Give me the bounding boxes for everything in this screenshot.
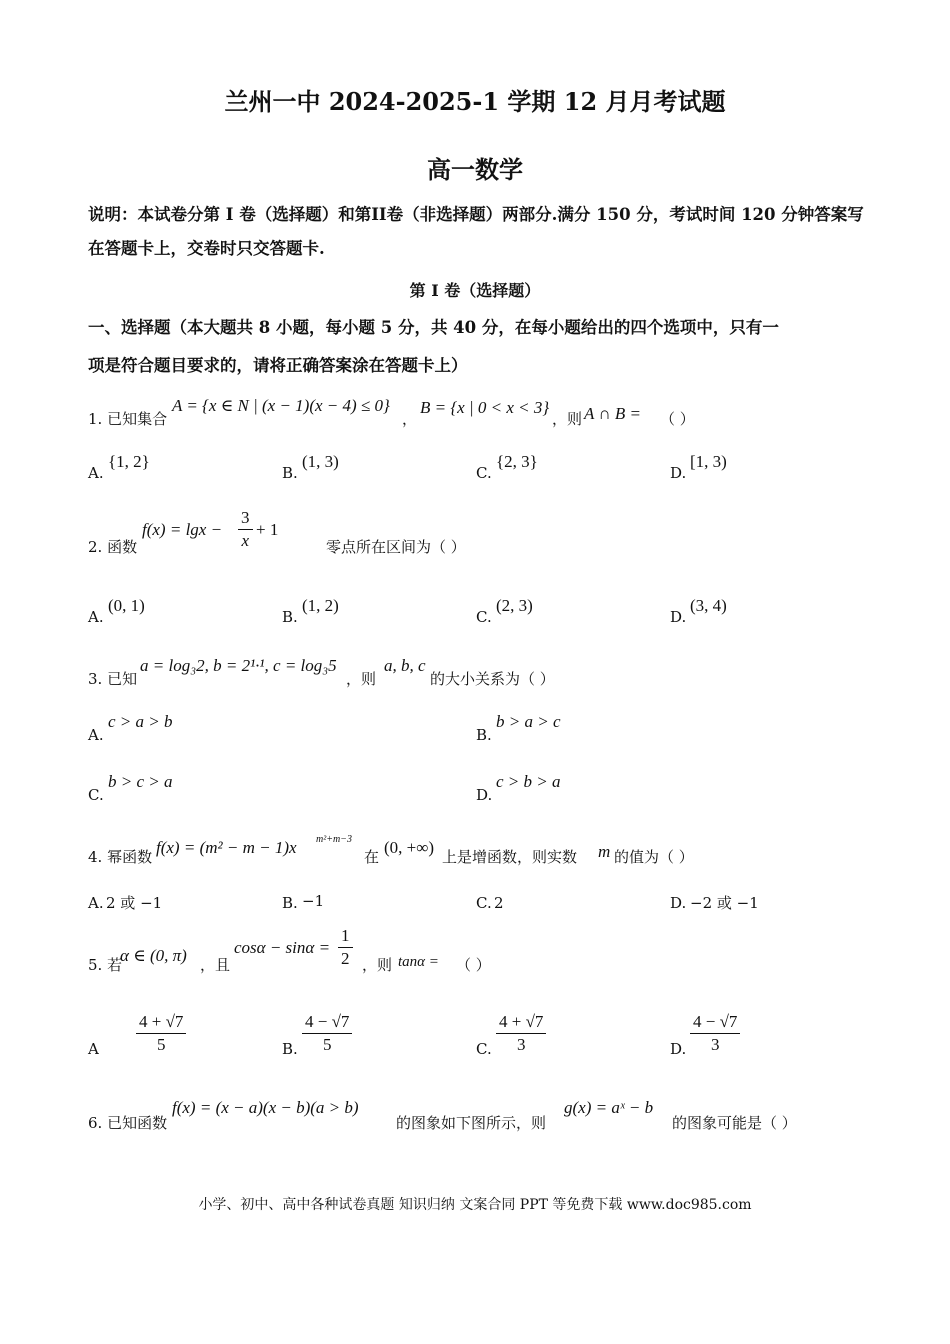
question-3-stem: 的大小关系为（ ） <box>430 670 555 688</box>
question-1-option-a-label: A. <box>88 464 104 482</box>
question-4-option-a-label: A. <box>88 894 104 912</box>
question-5-blank: （ ） <box>456 956 491 974</box>
question-4-option-b: −1 <box>302 892 325 910</box>
question-4-interval: (0, +∞) <box>384 838 435 857</box>
question-1-intersection: A ∩ B = <box>584 404 641 423</box>
question-5-option-b <box>302 1012 352 1055</box>
question-4-stem-end: 的值为（ ） <box>614 848 694 866</box>
question-3-option-a-label: A. <box>88 726 104 744</box>
question-2-option-c-label: C. <box>476 608 492 626</box>
question-5-fraction <box>338 926 353 969</box>
question-3-option-b-label: B. <box>476 726 492 744</box>
question-2-function: f(x) = lgx − <box>142 520 223 539</box>
question-3-option-a: c > a > b <box>108 712 173 731</box>
question-4-option-a: 2 或 −1 <box>106 894 163 912</box>
question-5-fraction-numerator: 1 <box>338 926 353 948</box>
question-3-then: ，则 <box>346 670 377 688</box>
question-4-option-d-label: D. <box>670 894 687 912</box>
question-3-option-c: b > c > a <box>108 772 173 791</box>
part-heading-line2: 项是符合题目要求的，请将正确答案涂在答题卡上） <box>88 356 468 375</box>
question-1-comma: ， <box>402 410 418 428</box>
question-5-equation: cosα − sinα = <box>234 938 331 957</box>
question-2-prefix: 2. 函数 <box>88 538 138 556</box>
question-5-and: ，且 <box>200 956 231 974</box>
question-5-option-d-label: D. <box>670 1040 687 1058</box>
question-5-option-d-denominator: 3 <box>710 1035 720 1054</box>
question-3-option-d-label: D. <box>476 786 493 804</box>
question-6-function-f: f(x) = (x − a)(x − b)(a > b) <box>172 1098 359 1117</box>
exam-title: 兰州一中 2024-2025-1 学期 12 月月考试题 <box>224 87 726 116</box>
question-5-domain: α ∈ (0, π) <box>120 946 187 965</box>
question-2-option-d-label: D. <box>670 608 687 626</box>
question-1-prefix: 1. 已知集合 <box>88 410 168 428</box>
question-4-m: m <box>598 842 611 861</box>
question-3-option-c-label: C. <box>88 786 104 804</box>
question-5-option-d <box>690 1012 740 1055</box>
question-5-option-c-label: C. <box>476 1040 492 1058</box>
question-1-set-b: B = {x | 0 < x < 3} <box>420 398 550 417</box>
question-5-tan: tanα = <box>398 954 439 970</box>
footer-text: 小学、初中、高中各种试卷真题 知识归纳 文案合同 PPT 等免费下载 www.doc985.com <box>198 1197 752 1213</box>
question-5-option-b-label: B. <box>282 1040 298 1058</box>
question-1-option-b-label: B. <box>282 464 298 482</box>
question-4-option-c-label: C. <box>476 894 492 912</box>
question-5-option-c-denominator: 3 <box>516 1035 526 1054</box>
question-5-option-a <box>136 1012 186 1055</box>
instructions-note: 说明：本试卷分第 I 卷（选择题）和第II卷（非选择题）两部分.满分 150 分，考试时间 120 分钟答案写在答题卡上，交卷时只交答题卡. <box>88 205 864 258</box>
question-5-option-b-numerator: 4 − √7 <box>302 1012 352 1034</box>
question-6-stem-end: 的图象可能是（ ） <box>672 1114 797 1132</box>
question-2-option-b: (1, 2) <box>302 596 339 615</box>
question-4-prefix: 4. 幂函数 <box>88 848 153 866</box>
section-title: 第 I 卷（选择题） <box>409 281 541 300</box>
question-2-option-d: (3, 4) <box>690 596 727 615</box>
question-5-then: ，则 <box>362 956 393 974</box>
question-4-in: 在 <box>364 848 380 866</box>
question-3-option-d: c > b > a <box>496 772 561 791</box>
part-heading-line1: 一、选择题（本大题共 8 小题，每小题 5 分，共 40 分，在每小题给出的四个选项中，只有一 <box>88 318 779 337</box>
question-2-stem: 零点所在区间为（ ） <box>326 538 466 556</box>
question-1-option-d-label: D. <box>670 464 687 482</box>
question-1-blank: （ ） <box>660 410 695 428</box>
question-2-option-c: (2, 3) <box>496 596 533 615</box>
question-4-option-b-label: B. <box>282 894 298 912</box>
question-5-option-c <box>496 1012 546 1055</box>
question-5-option-a-denominator: 5 <box>156 1035 166 1054</box>
question-5-prefix: 5. 若 <box>88 956 123 974</box>
question-2-option-a-label: A. <box>88 608 104 626</box>
question-2-constant: + 1 <box>256 520 279 539</box>
question-5-option-d-numerator: 4 − √7 <box>690 1012 740 1034</box>
question-3-prefix: 3. 已知 <box>88 670 138 688</box>
question-3-option-b: b > a > c <box>496 712 561 731</box>
question-1-then: ，则 <box>552 410 583 428</box>
question-1-option-c-label: C. <box>476 464 492 482</box>
question-4-function: f(x) = (m² − m − 1)x <box>156 838 297 857</box>
question-3-variables: a, b, c <box>384 656 426 675</box>
question-1-option-c: {2, 3} <box>496 452 538 471</box>
question-5-option-a-numerator: 4 + √7 <box>136 1012 186 1034</box>
question-1-set-a: A = {x ∈ N | (x − 1)(x − 4) ≤ 0} <box>172 396 390 415</box>
question-2-fraction-numerator: 3 <box>238 508 253 530</box>
question-6-prefix: 6. 已知函数 <box>88 1114 168 1132</box>
question-6-function-g: g(x) = aˣ − b <box>564 1098 654 1117</box>
question-2-fraction <box>238 508 253 551</box>
question-5-option-b-denominator: 5 <box>322 1035 332 1054</box>
subject-title: 高一数学 <box>427 155 523 184</box>
question-5-option-c-numerator: 4 + √7 <box>496 1012 546 1034</box>
question-5-fraction-denominator: 2 <box>341 949 350 968</box>
question-3-definitions: a = log₃2, b = 2¹·¹, c = log₃5 <box>140 656 337 675</box>
question-6-stem: 的图象如下图所示，则 <box>396 1114 547 1132</box>
question-1-option-b: (1, 3) <box>302 452 339 471</box>
question-4-stem: 上是增函数，则实数 <box>442 848 578 866</box>
question-5-option-a-label: A <box>88 1040 99 1058</box>
question-1-option-a: {1, 2} <box>108 452 150 471</box>
question-2-fraction-denominator: x <box>241 531 250 550</box>
question-2-option-a: (0, 1) <box>108 596 145 615</box>
question-2-option-b-label: B. <box>282 608 298 626</box>
question-4-exponent: m²+m−3 <box>316 834 352 845</box>
question-4-option-c: 2 <box>494 894 504 912</box>
question-1-option-d: [1, 3) <box>690 452 727 471</box>
question-4-option-d: −2 或 −1 <box>690 894 759 912</box>
